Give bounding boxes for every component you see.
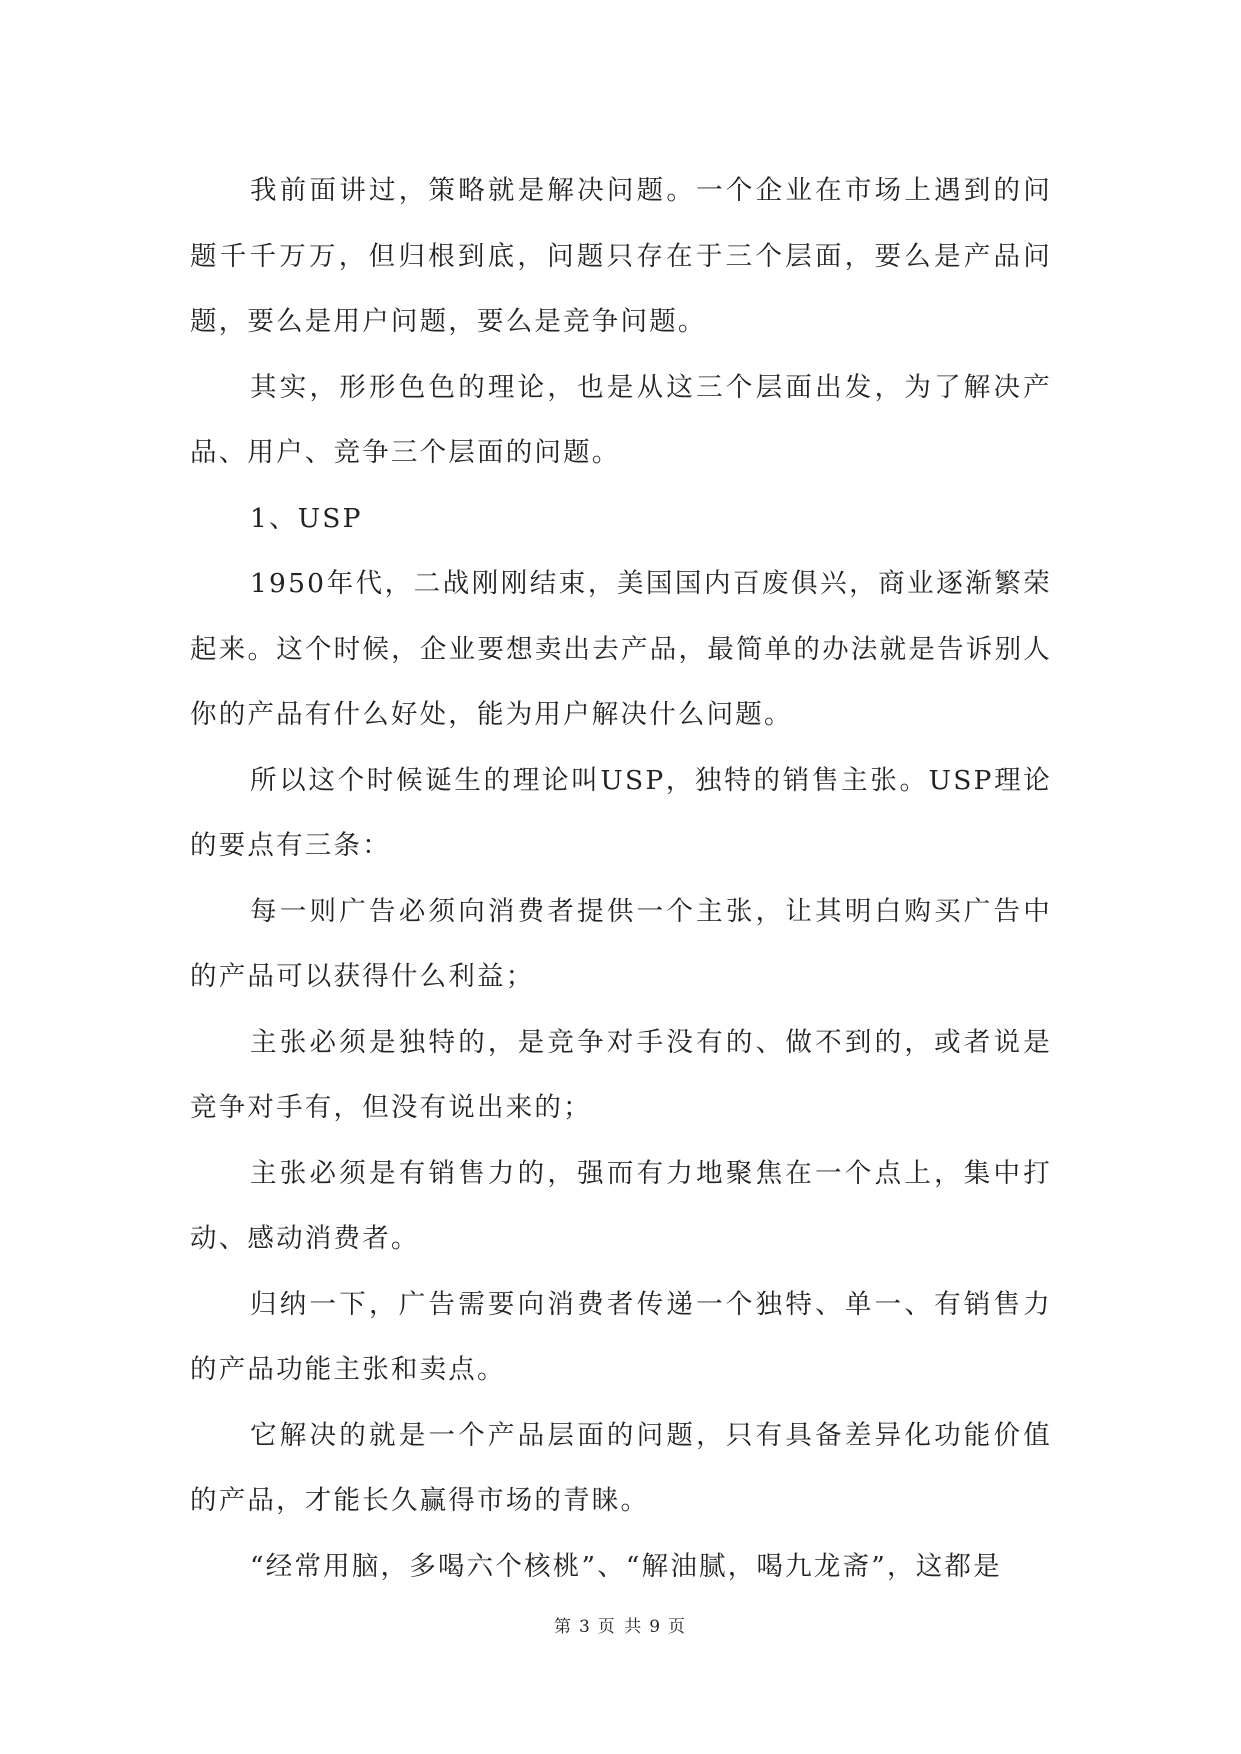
paragraph-product-level: 它解决的就是一个产品层面的问题，只有具备差异化功能价值的产品，才能长久赢得市场的青睐。 bbox=[190, 1419, 1052, 1516]
document-body bbox=[190, 158, 1052, 1599]
footer-total-pages: 9 bbox=[649, 1617, 663, 1637]
footer-suffix: 页 bbox=[668, 1617, 688, 1637]
section-heading-usp: 1、USP bbox=[250, 502, 363, 534]
paragraph-slogan-examples: “经常用脑，多喝六个核桃”、“解油腻，喝九龙斋”，这都是 bbox=[250, 1550, 1002, 1582]
paragraph-usp-point-2: 主张必须是独特的，是竞争对手没有的、做不到的，或者说是竞争对手有，但没有说出来的； bbox=[190, 1026, 1052, 1123]
paragraph-1950s-context: 1950年代，二战刚刚结束，美国国内百废俱兴，商业逐渐繁荣起来。这个时候，企业要想卖出去产品，最简单的办法就是告诉别人你的产品有什么好处，能为用户解决什么问题。 bbox=[190, 568, 1052, 730]
paragraph-usp-definition: 所以这个时候诞生的理论叫USP，独特的销售主张。USP理论的要点有三条： bbox=[190, 764, 1052, 861]
footer-prefix: 第 bbox=[553, 1617, 573, 1637]
paragraph-usp-summary: 归纳一下，广告需要向消费者传递一个独特、单一、有销售力的产品功能主张和卖点。 bbox=[190, 1288, 1052, 1385]
page-footer bbox=[0, 1612, 1241, 1637]
footer-middle: 页 共 bbox=[597, 1617, 644, 1637]
paragraph-theories-overview: 其实，形形色色的理论，也是从这三个层面出发，为了解决产品、用户、竞争三个层面的问题。 bbox=[190, 371, 1052, 468]
paragraph-usp-point-1: 每一则广告必须向消费者提供一个主张，让其明白购买广告中的产品可以获得什么利益； bbox=[190, 895, 1052, 992]
paragraph-usp-point-3: 主张必须是有销售力的，强而有力地聚焦在一个点上，集中打动、感动消费者。 bbox=[190, 1157, 1052, 1254]
paragraph-strategy-intro: 我前面讲过，策略就是解决问题。一个企业在市场上遇到的问题千千万万，但归根到底，问题只存在于三个层面，要么是产品问题，要么是用户问题，要么是竞争问题。 bbox=[190, 175, 1052, 337]
footer-current-page: 3 bbox=[578, 1617, 592, 1637]
